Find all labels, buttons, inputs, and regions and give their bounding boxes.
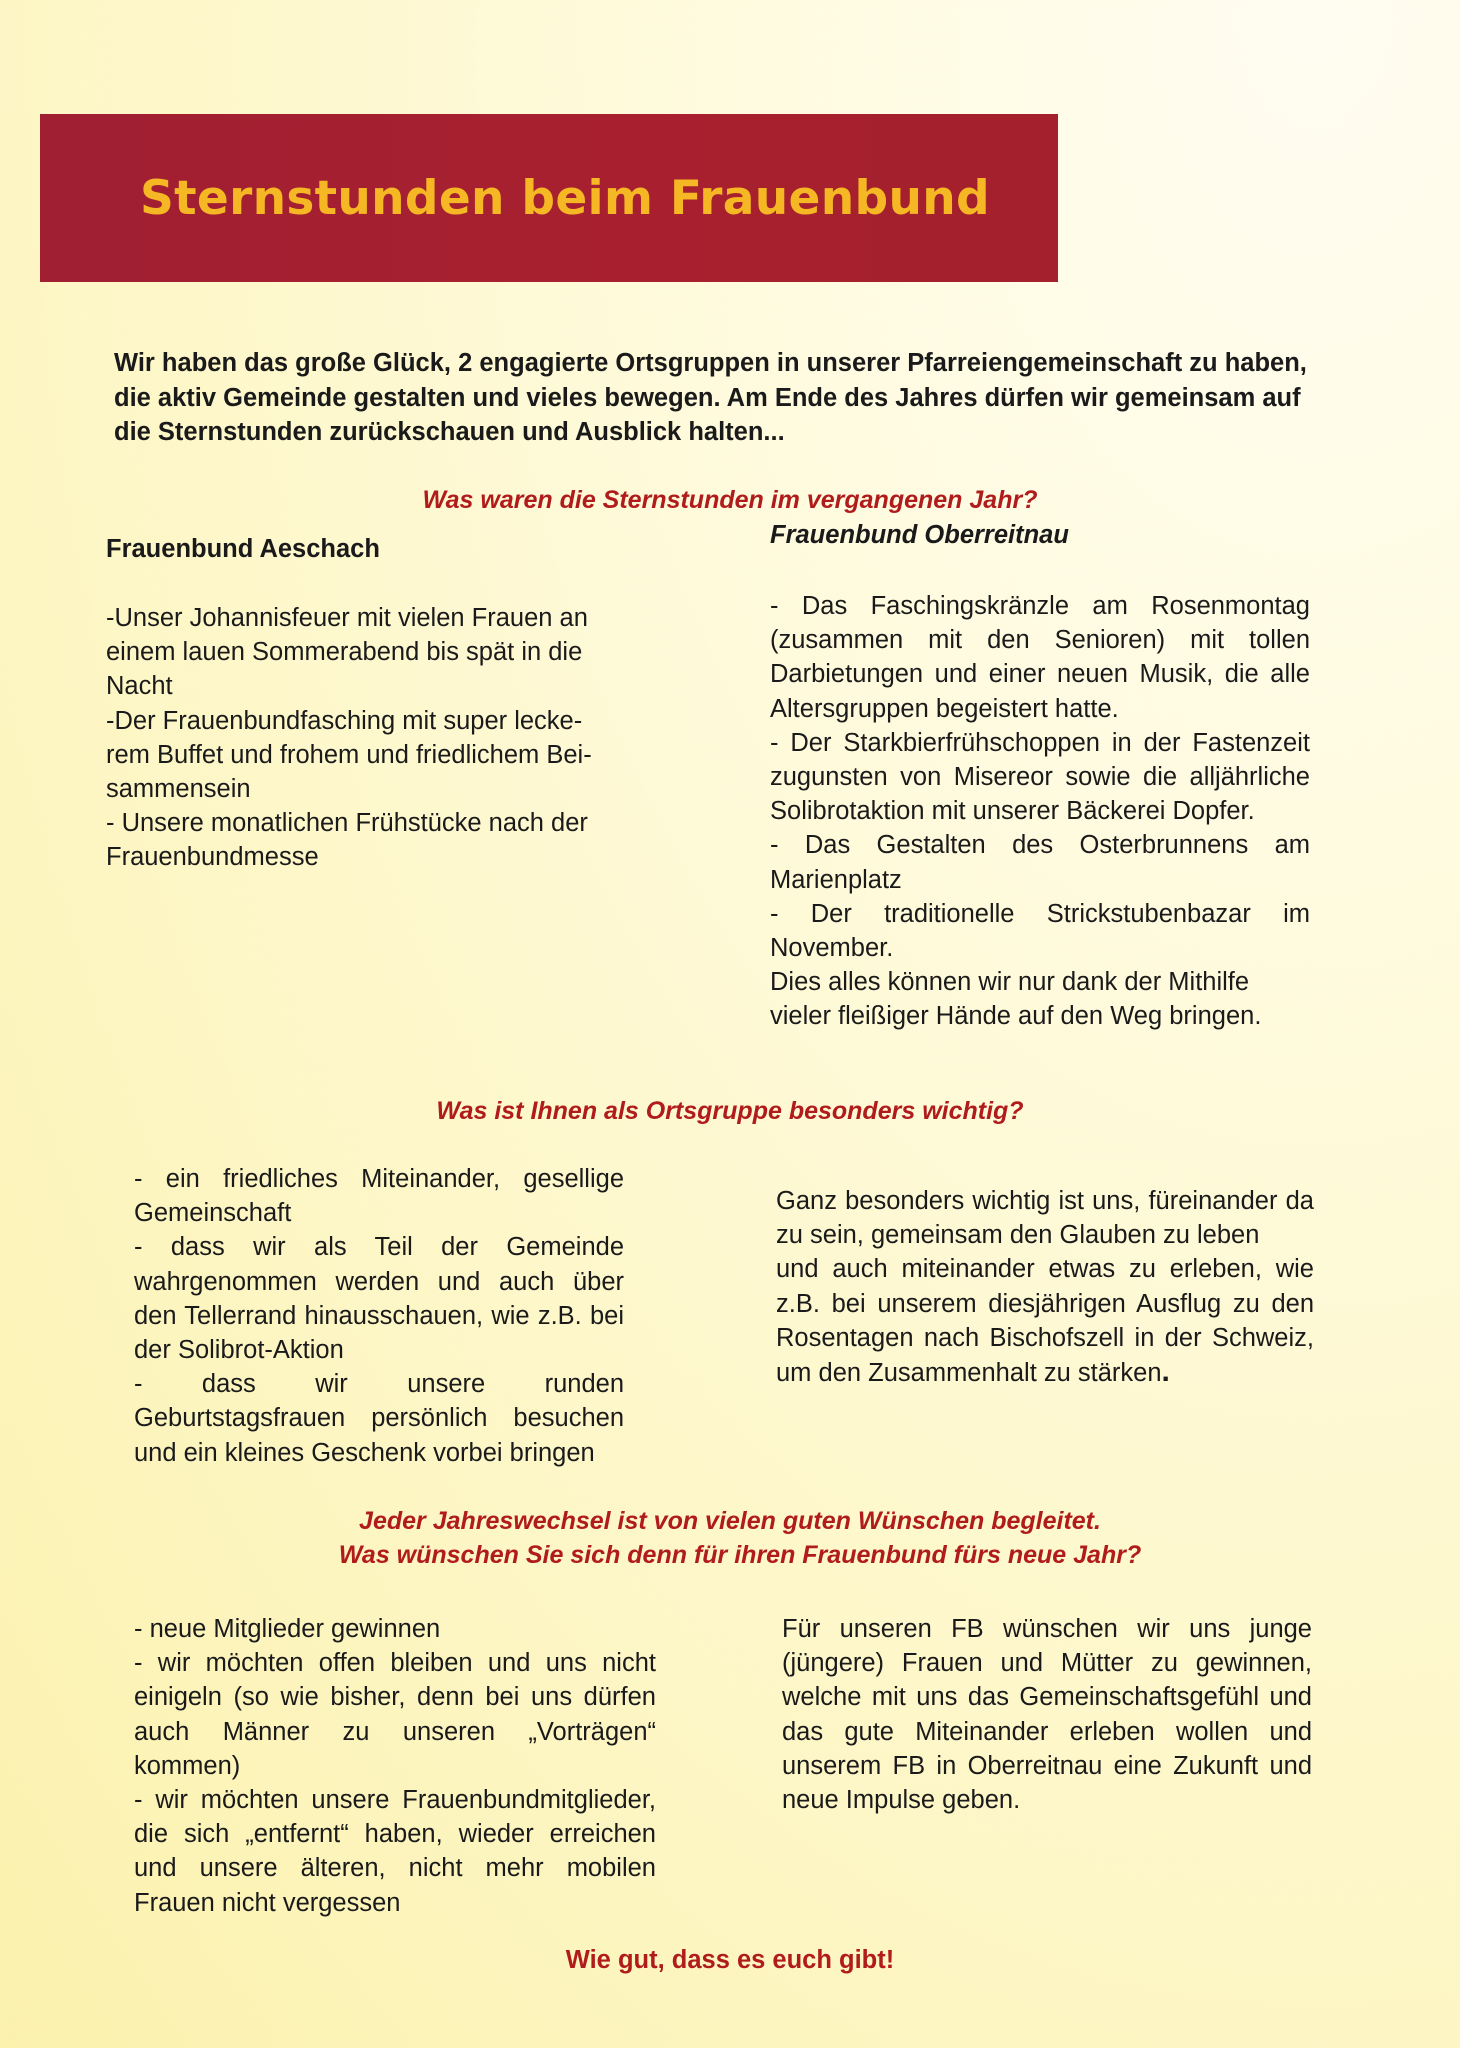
section1-question: Was waren die Sternstunden im vergangenen Jahr?: [422, 486, 1038, 514]
aeschach-line: -Der Frauenbundfasching mit super lecke-: [106, 706, 583, 735]
section3-question-line2: Was wünschen Sie sich denn für ihren Frauenbund fürs neue Jahr?: [338, 1541, 1142, 1569]
oberreitnau-priority: Ganz besonders wichtig ist uns, füreinander da zu sein, gemeinsam den Glauben zu leben: [776, 1187, 1314, 1250]
oberreitnau-highlights: [770, 589, 1310, 1034]
aeschach-line: -Unser Johannisfeuer mit vielen Frauen an: [106, 604, 588, 632]
aeschach-wishes: [134, 1612, 656, 1920]
aeschach-priority: - dass wir unsere runden Geburtstagsfrauen persönlich besuchen und ein kleines Geschenk vorbei bringen: [134, 1370, 624, 1467]
page-title: Sternstunden beim Frauenbund: [140, 170, 990, 226]
title-banner: [40, 114, 1058, 282]
aeschach-wish: - neue Mitglieder gewinnen: [134, 1615, 441, 1643]
heading-aeschach: Frauenbund Aeschach: [106, 535, 380, 563]
aeschach-line: einem lauen Sommerabend bis spät in die: [106, 638, 583, 667]
oberreitnau-wishes: [782, 1612, 1312, 1817]
end-mark: .: [1161, 1355, 1170, 1389]
oberreitnau-priorities: [776, 1184, 1314, 1390]
oberreitnau-priority: [776, 1252, 1314, 1390]
aeschach-line: Nacht: [106, 672, 173, 701]
oberreitnau-thanks: Dies alles können wir nur dank der Mithilfe vieler fleißiger Hände auf den Weg bringen.: [770, 968, 1262, 1031]
aeschach-line: rem Buffet und frohem und friedlichem Bei-: [106, 740, 592, 769]
oberreitnau-item: - Der traditionelle Strickstubenbazar im November.: [770, 899, 1310, 963]
aeschach-line: - Unsere monatlichen Frühstücke nach der: [106, 809, 588, 838]
oberreitnau-priority-text: und auch miteinander etwas zu erleben, wie z.B. bei unserem diesjährigen Ausflug zu den Rosentagen nach Bischofszell in der Schweiz, um den Zusammenhalt zu stärken: [776, 1255, 1314, 1388]
oberreitnau-item: - Das Faschingskränzle am Rosenmontag (zusammen mit den Senioren) mit tollen Darbietungen und einer neuen Musik, die alle Altersgruppen begeistert hatte.: [770, 592, 1310, 723]
intro-paragraph: Wir haben das große Glück, 2 engagierte Ortsgruppen in unserer Pfarreiengemeinschaft zu haben, die aktiv Gemeinde gestalten und vieles bewegen. Am Ende des Jahres dürfen wir gemeinsam auf die Sternstunden zurückschauen und Ausblick halten...: [114, 349, 1307, 446]
section3-question-line1: Jeder Jahreswechsel ist von vielen guten Wünschen begleitet.: [359, 1507, 1101, 1535]
aeschach-wish: - wir möchten unsere Frauenbundmitglieder, die sich „entfernt“ haben, wieder erreichen und unsere älteren, nicht mehr mobilen Frauen nicht vergessen: [134, 1786, 656, 1917]
aeschach-priority: - dass wir als Teil der Gemeinde wahrgenommen werden und auch über den Tellerrand hinausschauen, wie z.B. bei der Solibrot-Aktion: [134, 1233, 624, 1365]
oberreitnau-item: - Das Gestalten des Osterbrunnens am Marienplatz: [770, 831, 1310, 894]
oberreitnau-item: - Der Starkbierfrühschoppen in der Fastenzeit zugunsten von Misereor sowie die alljährliche Solibrotaktion mit unserer Bäckerei Dopfer.: [770, 728, 1310, 826]
aeschach-highlights: [106, 601, 666, 875]
aeschach-line: Frauenbundmesse: [106, 843, 319, 872]
aeschach-line: sammensein: [106, 775, 251, 804]
closing-line: Wie gut, dass es euch gibt!: [565, 1946, 895, 1974]
aeschach-priorities: [134, 1162, 624, 1470]
aeschach-wish: - wir möchten offen bleiben und uns nicht einigeln (so wie bisher, denn bei uns dürfen auch Männer zu unseren „Vorträgen“ kommen): [134, 1649, 656, 1780]
heading-oberreitnau: Frauenbund Oberreitnau: [770, 521, 1069, 549]
aeschach-priority: - ein friedliches Miteinander, gesellige Gemeinschaft: [134, 1165, 624, 1228]
section2-question: Was ist Ihnen als Ortsgruppe besonders wichtig?: [436, 1097, 1024, 1125]
oberreitnau-wish: Für unseren FB wünschen wir uns junge (jüngere) Frauen und Mütter zu gewinnen, welche mit uns das Gemeinschaftsgefühl und das gute Miteinander erleben wollen und unserem FB in Oberreitnau eine Zukunft und neue Impulse geben.: [782, 1615, 1312, 1815]
